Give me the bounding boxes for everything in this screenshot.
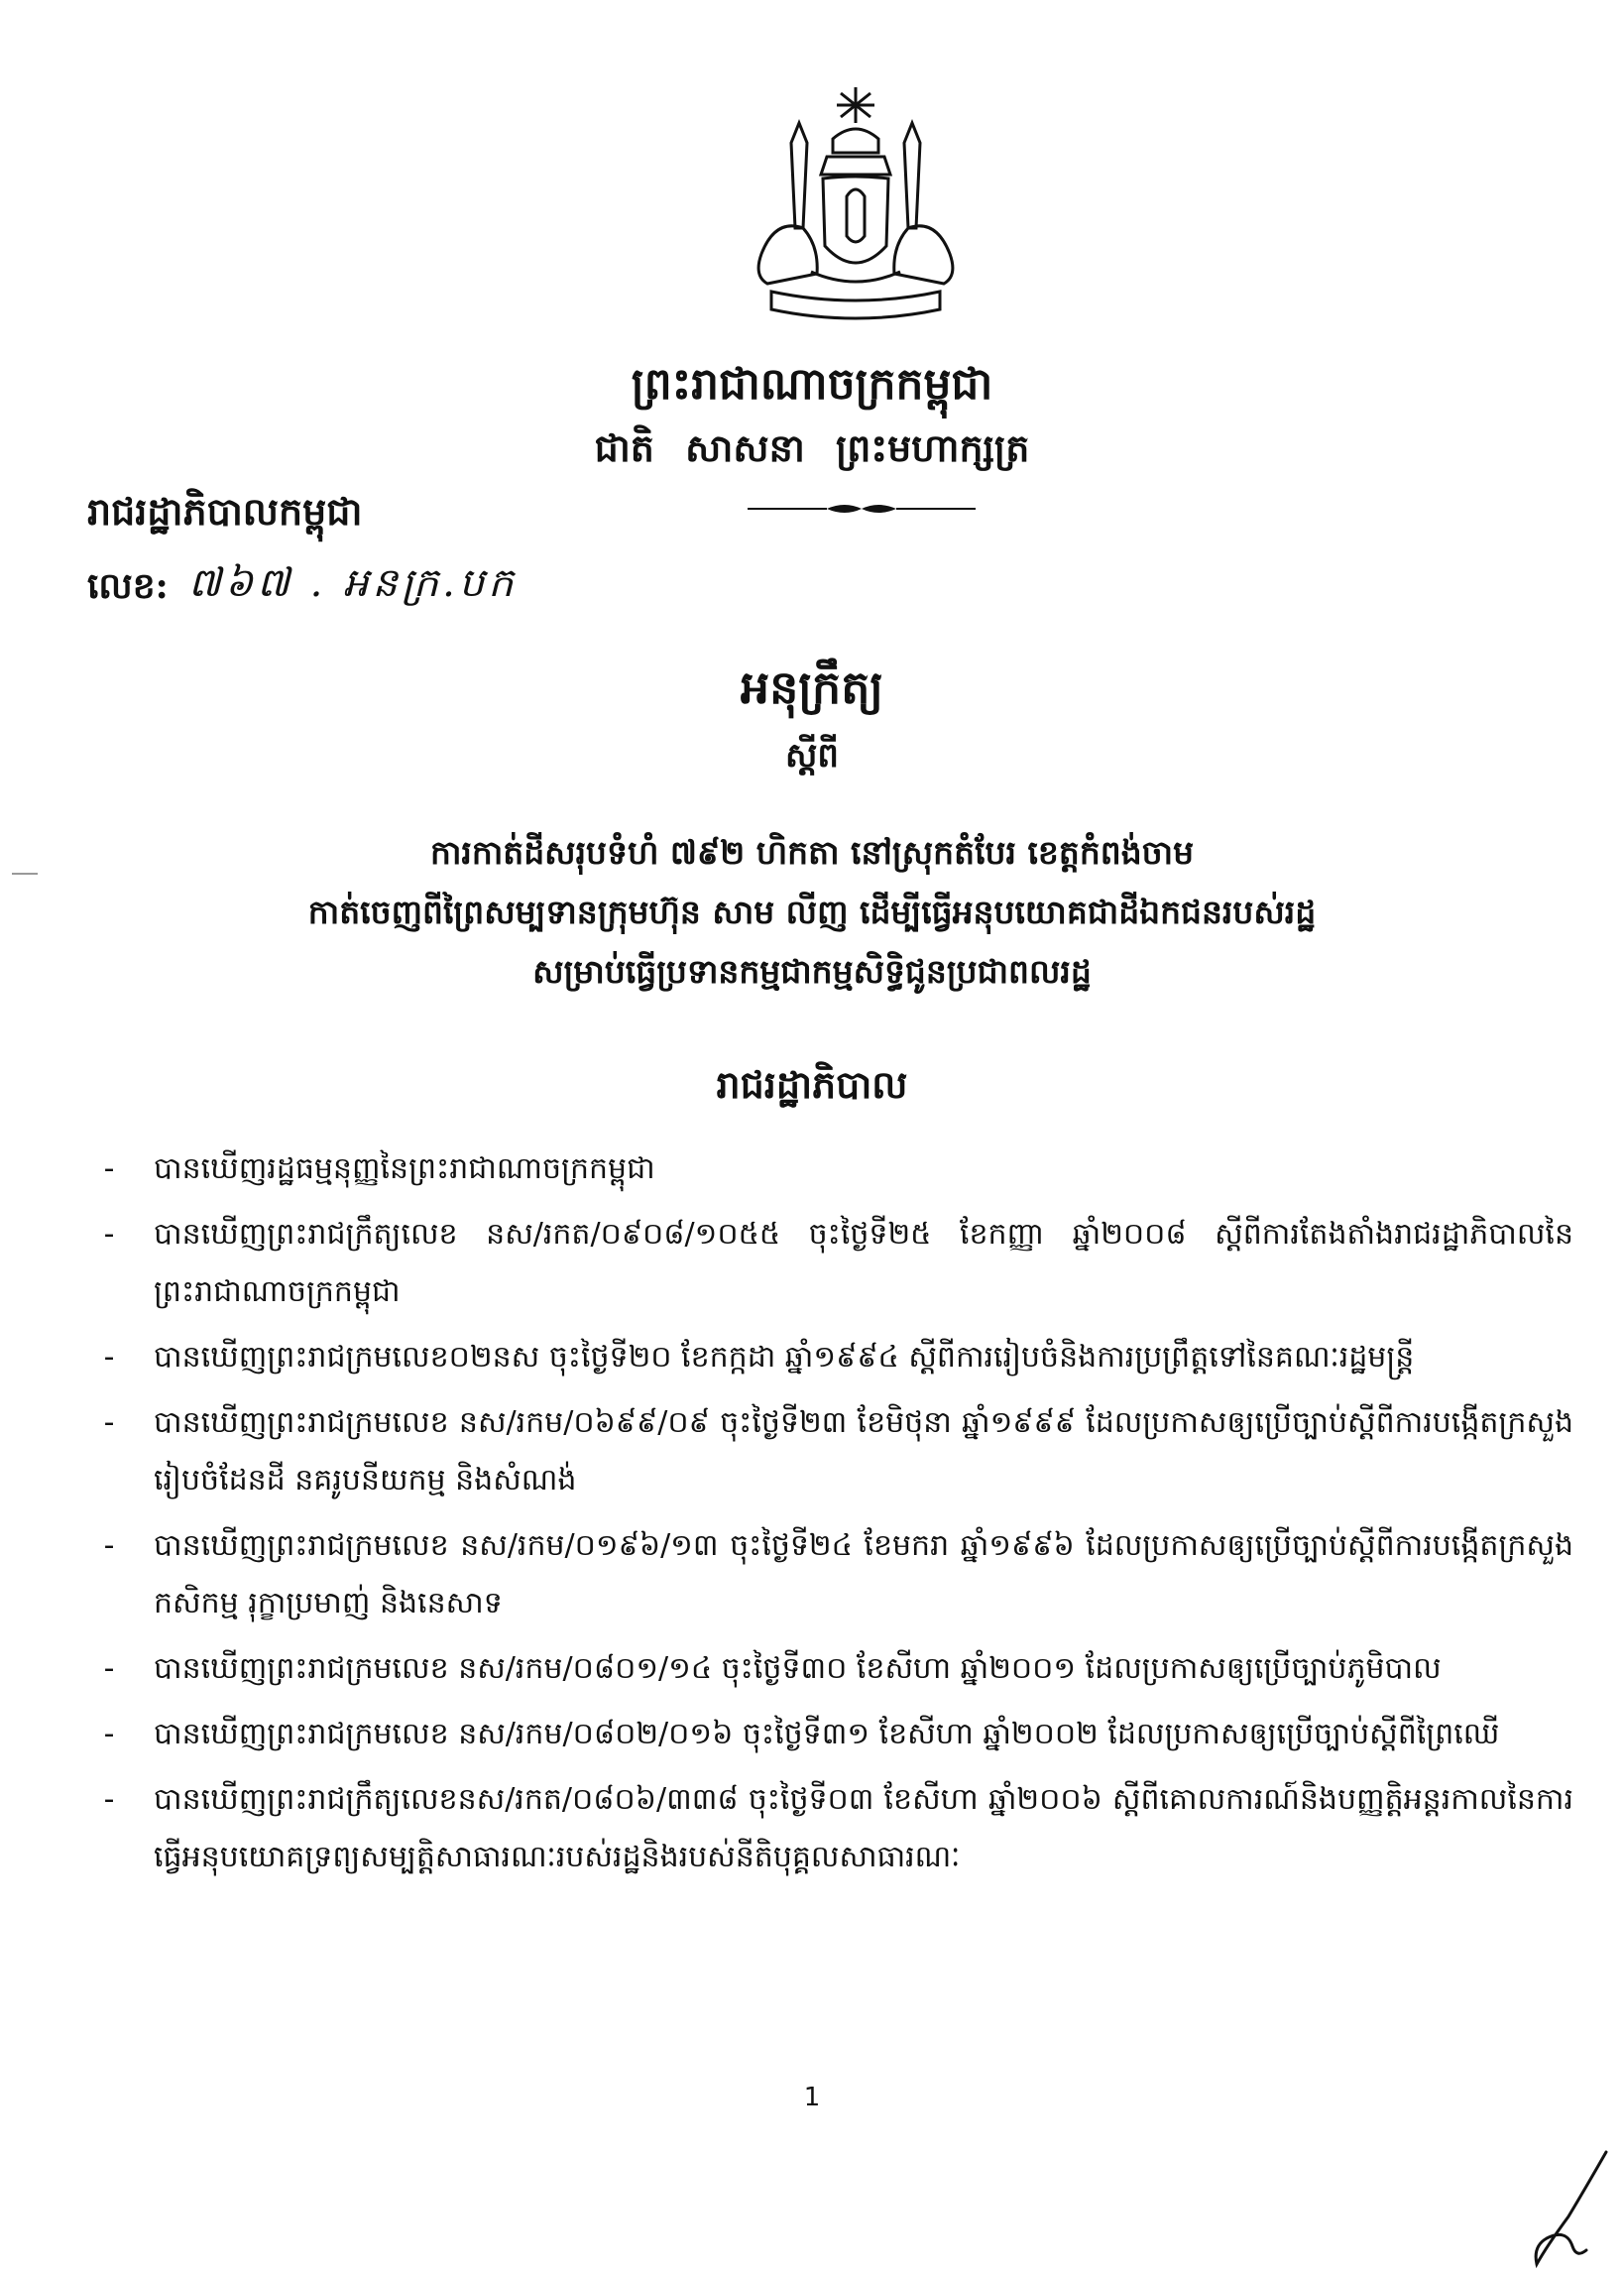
consideration-text: បានឃើញព្រះរាជក្រមលេខ នស/រកម/០១៩៦/១៣ ចុះថ្ងៃទី២៤ ខែមករា ឆ្នាំ១៩៩៦ ដែលប្រកាសឲ្យប្រើច្បាប់ស្តីពីការបង្កើតក្រសួងកសិកម្ម រុក្ខាប្រមាញ់ និងនេសាទ <box>154 1528 1573 1620</box>
list-dash: - <box>103 1151 115 1186</box>
handwritten-initial-icon <box>1507 2147 1616 2271</box>
consideration-item <box>103 1517 1573 1632</box>
consideration-text: បានឃើញព្រះរាជក្រមលេខ នស/រកម/០៦៩៩/០៩ ចុះថ្ងៃទី២៣ ខែមិថុនា ឆ្នាំ១៩៩៩ ដែលប្រកាសឲ្យប្រើច្បាប់ស្តីពីការបង្កើតក្រសួងរៀបចំដែនដី នគរូបនីយកម្ម និងសំណង់ <box>154 1405 1573 1498</box>
kingdom-title: ព្រះរាជាណាចក្រកម្ពុជា <box>631 359 993 410</box>
list-dash: - <box>103 1340 115 1375</box>
list-dash: - <box>103 1651 115 1686</box>
document-about-label: ស្តីពី <box>785 736 839 776</box>
consideration-item <box>103 1640 1573 1698</box>
royal-coat-of-arms-icon <box>742 79 970 337</box>
document-subject <box>0 823 1624 1002</box>
reference-number: ៧៦៧ . អនក្រ.បក <box>188 560 518 606</box>
document-subject-line: សម្រាប់ធ្វើប្រទានកម្មជាកម្មសិទ្ធិជូនប្រជាពលរដ្ឋ <box>532 952 1092 991</box>
considerations-list <box>103 1140 1573 1894</box>
list-dash: - <box>103 1528 115 1563</box>
consideration-text: បានឃើញរដ្ឋធម្មនុញ្ញនៃព្រះរាជាណាចក្រកម្ពុជា <box>154 1151 655 1186</box>
consideration-item <box>103 1329 1573 1386</box>
consideration-text: បានឃើញព្រះរាជក្រឹត្យលេខនស/រកត/០៨០៦/៣៣៨ ចុះថ្ងៃទី០៣ ខែសីហា ឆ្នាំ២០០៦ ស្តីពីគោលការណ៍និងបញ្ញត្តិអន្តរកាលនៃការធ្វើអនុបយោគទ្រព្យសម្បត្តិសាធារណៈរបស់រដ្ឋនិងរបស់នីតិបុគ្គលសាធារណៈ <box>154 1782 1573 1874</box>
list-dash: - <box>103 1782 115 1817</box>
consideration-text: បានឃើញព្រះរាជក្រឹត្យលេខ នស/រកត/០៩០៨/១០៥៥ ចុះថ្ងៃទី២៥ ខែកញ្ញា ឆ្នាំ២០០៨ ស្តីពីការតែងតាំងរាជរដ្ឋាភិបាលនៃព្រះរាជាណាចក្រកម្ពុជា <box>154 1217 1573 1309</box>
list-dash: - <box>103 1717 115 1751</box>
reference-number-label: លេខ: <box>87 565 169 607</box>
consideration-item <box>103 1394 1573 1509</box>
consideration-text: បានឃើញព្រះរាជក្រមលេខ០២នស ចុះថ្ងៃទី២០ ខែកក្កដា ឆ្នាំ១៩៩៤ ស្តីពីការរៀបចំនិងការប្រព្រឹត្តទៅនៃគណៈរដ្ឋមន្ត្រី <box>154 1340 1415 1375</box>
ornamental-divider <box>748 501 976 517</box>
list-dash: - <box>103 1405 115 1440</box>
issuing-authority: រាជរដ្ឋាភិបាលកម្ពុជា <box>87 489 363 534</box>
consideration-text: បានឃើញព្រះរាជក្រមលេខ នស/រកម/០៨០២/០១៦ ចុះថ្ងៃទី៣១ ខែសីហា ឆ្នាំ២០០២ ដែលប្រកាសឲ្យប្រើច្បាប់ស្តីពីព្រៃឈើ <box>154 1717 1500 1751</box>
consideration-text: បានឃើញព្រះរាជក្រមលេខ នស/រកម/០៨០១/១៤ ចុះថ្ងៃទី៣០ ខែសីហា ឆ្នាំ២០០១ ដែលប្រកាសឲ្យប្រើច្បាប់ភូមិបាល <box>154 1651 1442 1686</box>
consideration-item <box>103 1706 1573 1763</box>
consideration-item <box>103 1206 1573 1321</box>
document-subject-line: ការកាត់ដីសរុបទំហំ ៧៩២ ហិកតា នៅស្រុកតំបែរ ខេត្តកំពង់ចាម <box>429 833 1195 872</box>
national-motto: ជាតិ សាសនា ព្រះមហាក្សត្រ <box>594 425 1030 470</box>
consideration-item <box>103 1771 1573 1886</box>
government-heading: រាជរដ្ឋាភិបាល <box>716 1062 908 1107</box>
page-number: 1 <box>803 2083 821 2112</box>
list-dash: - <box>103 1217 115 1252</box>
consideration-item <box>103 1140 1573 1198</box>
scan-margin-mark <box>12 873 38 875</box>
document-type: អនុក្រឹត្យ <box>740 660 884 714</box>
document-subject-line: កាត់ចេញពីព្រៃសម្បទានក្រុមហ៊ុន សាម លីញ ដើម្បីធ្វើអនុបយោគជាដីឯកជនរបស់រដ្ឋ <box>307 893 1317 931</box>
